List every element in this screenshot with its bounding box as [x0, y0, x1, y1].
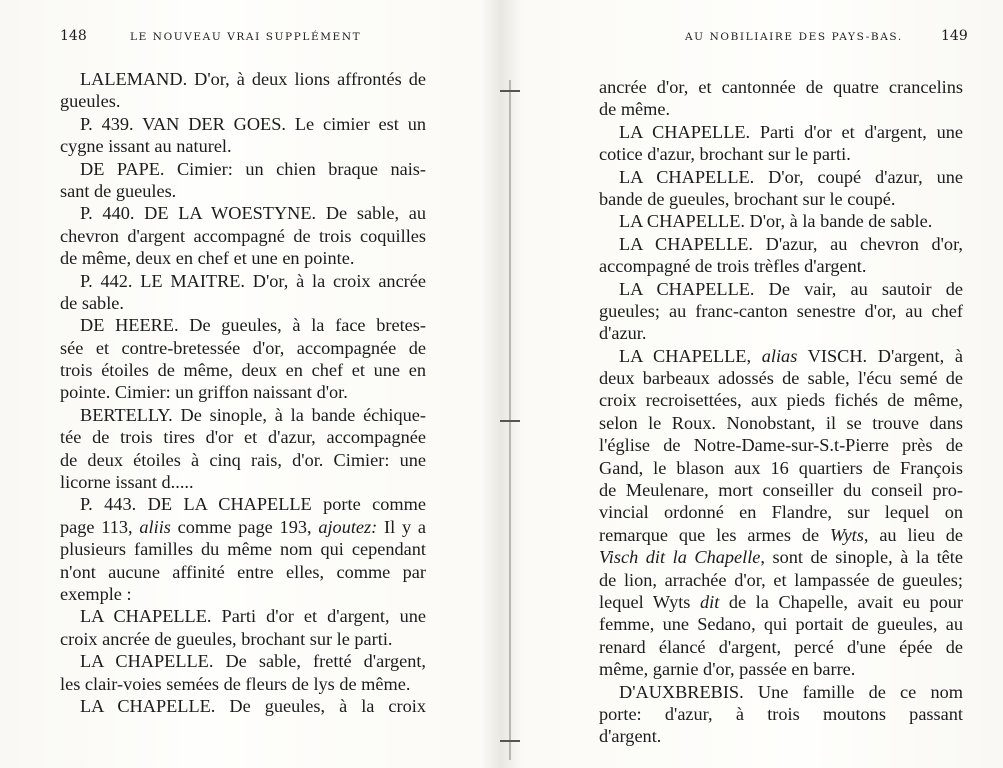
text-line: gueules.: [60, 91, 121, 112]
text-line: porte: d'azur, à trois moutons passant: [599, 703, 963, 724]
text-line: bande de gueules, brochant sur le coupé.: [599, 188, 896, 209]
text-line: sant de gueules.: [60, 180, 177, 201]
text-line: tée de trois tires d'or et d'azur, accompagnée: [60, 427, 426, 448]
text-line: LA CHAPELLE. De vair, au sautoir de: [619, 278, 963, 299]
text-line: même, garnie d'or, passée en barre.: [599, 659, 856, 680]
text-line: LA CHAPELLE. D'or, à la bande de sable.: [619, 211, 933, 232]
text-line: DE HEERE. De gueules, à la face bretes-: [80, 315, 426, 336]
text-line: chevron d'argent accompagné de trois coquilles: [60, 225, 426, 246]
text-line: BERTELLY. De sinople, à la bande échique-: [80, 404, 426, 425]
text-line: DE PAPE. Cimier: un chien braque nais-: [80, 158, 426, 179]
text-line: n'ont aucune affinité entre elles, comme par: [60, 561, 426, 582]
text-line: croix ancrée de gueules, brochant sur le parti.: [60, 628, 393, 649]
text-line: femme, une Sedano, qui portait de gueules, au: [599, 614, 963, 635]
page-number: 149: [941, 28, 968, 44]
text-line: cotice d'azur, brochant sur le parti.: [599, 144, 851, 165]
text-line: vincial ordonné en Flandre, sur lequel on: [599, 502, 963, 523]
text-line: LA CHAPELLE. De sable, fretté d'argent,: [80, 651, 426, 672]
text-line: LA CHAPELLE. De gueules, à la croix: [80, 695, 426, 716]
text-line: trois étoiles de même, deux en chef et une en: [60, 360, 426, 381]
running-head: AU NOBILIAIRE DES PAYS-BAS.: [685, 31, 903, 43]
running-head: LE NOUVEAU VRAI SUPPLÉMENT: [130, 31, 362, 43]
text-line: P. 442. LE MAITRE. D'or, à la croix ancrée: [80, 270, 426, 291]
page-body: [599, 76, 963, 748]
text-line: deux barbeaux adossés de sable, l'écu semé de: [599, 368, 963, 389]
text-line: LA CHAPELLE. D'or, coupé d'azur, une: [619, 166, 963, 187]
text-line: Visch dit la Chapelle, sont de sinople, à la tête: [599, 547, 963, 568]
text-line: LA CHAPELLE. D'azur, au chevron d'or,: [619, 233, 963, 254]
text-line: de deux étoiles à cinq rais, d'or. Cimier: une: [60, 449, 426, 470]
text-line: P. 443. DE LA CHAPELLE porte comme: [80, 494, 426, 515]
text-line: de même.: [599, 99, 671, 120]
text-line: cygne issant au naturel.: [60, 136, 232, 157]
page-number: 148: [60, 28, 87, 44]
text-line: l'église de Notre-Dame-sur-S.t-Pierre près de: [599, 435, 963, 456]
text-line: plusieurs familles du même nom qui cependant: [60, 539, 426, 560]
text-line: Gand, le blason aux 16 quartiers de François: [599, 457, 963, 478]
text-line: lequel Wyts dit de la Chapelle, avait eu pour: [599, 591, 963, 612]
text-line: LA CHAPELLE. Parti d'or et d'argent, une: [80, 606, 426, 627]
text-line: licorne issant d.....: [60, 472, 194, 493]
text-line: de lion, arrachée d'or, et lampassée de gueules;: [599, 569, 963, 590]
text-line: de Meulenare, mort conseiller du conseil pro-: [599, 480, 963, 501]
text-line: exemple :: [60, 583, 132, 604]
text-line: LALEMAND. D'or, à deux lions affrontés de: [80, 69, 426, 89]
text-line: sée et contre-bretessée d'or, accompagnée de: [60, 337, 426, 358]
text-line: D'AUXBREBIS. Une famille de ce nom: [619, 681, 963, 702]
text-line: de sable.: [60, 292, 124, 313]
text-line: ancrée d'or, et cantonnée de quatre crancelins: [599, 77, 963, 97]
text-line: P. 439. VAN DER GOES. Le cimier est un: [80, 113, 426, 134]
text-line: pointe. Cimier: un griffon naissant d'or.: [60, 382, 348, 403]
text-line: les clair-voies semées de fleurs de lys de même.: [60, 673, 411, 694]
text-line: d'azur.: [599, 323, 647, 344]
text-line: P. 440. DE LA WOESTYNE. De sable, au: [80, 203, 426, 224]
text-line: LA CHAPELLE. Parti d'or et d'argent, une: [619, 121, 963, 142]
text-line: croix recroisettées, aux pieds fichés de même,: [599, 390, 963, 411]
text-line: LA CHAPELLE, alias VISCH. D'argent, à: [619, 345, 963, 366]
text-line: accompagné de trois trèfles d'argent.: [599, 256, 867, 277]
text-line: page 113, aliis comme page 193, ajoutez: Il y a: [60, 516, 426, 537]
book-gutter: [497, 0, 523, 768]
text-line: gueules; au franc-canton senestre d'or, au chef: [599, 300, 963, 321]
right-page: [523, 0, 1003, 768]
text-line: d'argent.: [599, 726, 662, 747]
text-line: selon le Roux. Nonobstant, il se trouve dans: [599, 412, 963, 433]
text-line: de même, deux en chef et une en pointe.: [60, 248, 355, 269]
page-body: [60, 68, 426, 717]
text-line: remarque que les armes de Wyts, au lieu de: [599, 524, 963, 545]
left-page: [0, 0, 497, 768]
text-line: renard élancé d'argent, percé d'une épée de: [599, 636, 963, 657]
